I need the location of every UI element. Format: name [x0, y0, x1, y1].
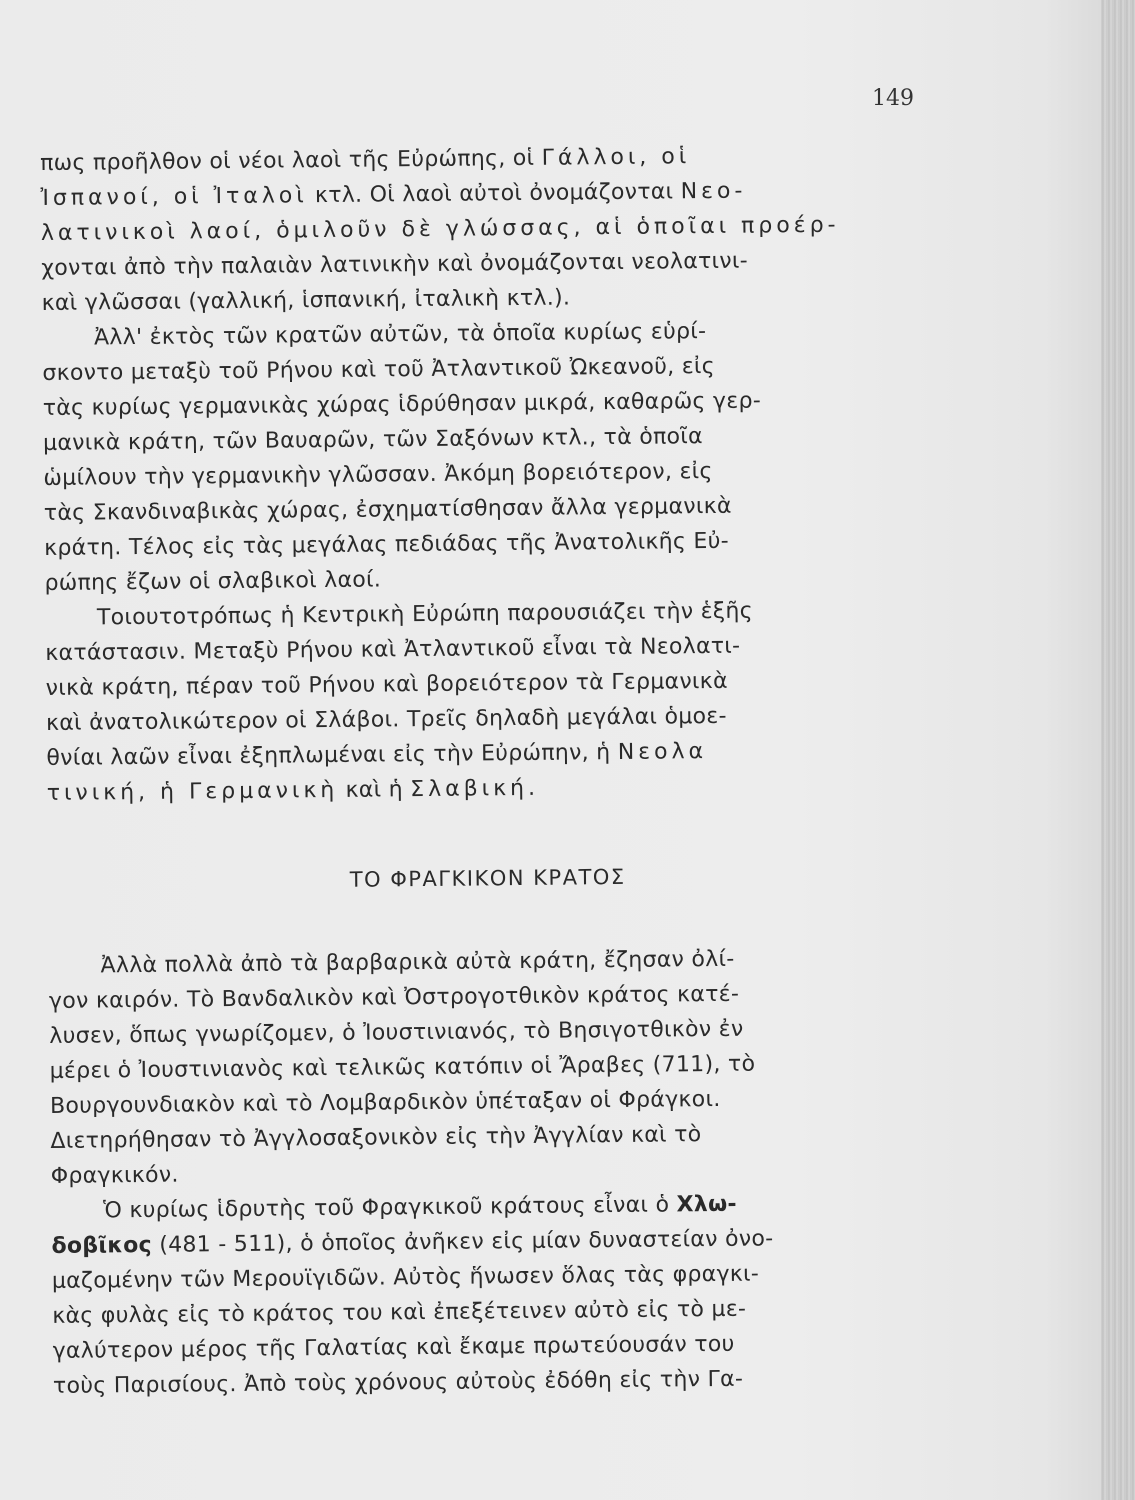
text-line: τοὺς Παρισίους. Ἀπὸ τοὺς χρόνους αὐτοὺς ἐδόθη εἰς τὴν Γα-: [52, 1366, 744, 1399]
text-span: Ὁ κυρίως ἱδρυτὴς τοῦ Φραγκικοῦ κράτους εἶναι ὁ: [103, 1192, 677, 1224]
spaced-word-italoi: Ἰταλοὶ: [213, 183, 308, 210]
text-span: πως προῆλθον οἱ νέοι λαοὶ τῆς Εὐρώπης, οἱ: [40, 145, 542, 176]
text-line: λατινικοὶ λαοί, ὁμιλοῦν δὲ γλώσσας, αἱ ὁποῖαι προέρ-: [40, 212, 840, 246]
text-line: καὶ γλῶσσαι (γαλλική, ἱσπανική, ἰταλικὴ κτλ.).: [41, 285, 571, 316]
text-line: ὡμίλουν τὴν γερμανικὴν γλῶσσαν. Ἀκόμη βορειότερον, εἰς: [43, 458, 713, 491]
spaced-word-germaniki: Γερμανικὴ: [188, 777, 339, 805]
text-line: μανικὰ κράτη, τῶν Βαυαρῶν, τῶν Σαξόνων κτλ., τὰ ὁποῖα: [42, 424, 703, 456]
text-line: χονται ἀπὸ τὴν παλαιὰν λατινικὴν καὶ ὀνομάζονται νεολατινι-: [41, 248, 749, 281]
text-line: τὰς Σκανδιναβικὰς χώρας, ἐσχηματίσθησαν ἄλλα γερμανικὰ: [43, 493, 732, 526]
text-line: Ἀλλὰ πολλὰ ἀπὸ τὰ βαρβαρικὰ αὐτὰ κράτη, ἔζησαν ὀλί-: [100, 946, 735, 979]
text-line: ρώπης ἔζων οἱ σλαβικοὶ λαοί.: [44, 567, 382, 596]
text-line: λυσεν, ὅπως γνωρίζομεν, ὁ Ἰουστινιανός, τὸ Βησιγοτθικὸν ἐν: [49, 1016, 744, 1049]
text-line: σκοντο μεταξὺ τοῦ Ρήνου καὶ τοῦ Ἀτλαντικοῦ Ὠκεανοῦ, εἰς: [42, 353, 716, 386]
text-span: καὶ ἡ: [338, 777, 411, 803]
text-line: κὰς φυλὰς εἰς τὸ κράτος του καὶ ἐπεξέτεινεν αὐτὸ εἰς τὸ με-: [52, 1296, 747, 1329]
spaced-word-neo: Νεο-: [680, 178, 747, 205]
text-span: (481 - 511), ὁ ὁποῖος ἀνῆκεν εἰς μίαν δυναστείαν ὀνο-: [151, 1226, 774, 1258]
spaced-word-tiniki: τινική, ἡ: [46, 779, 190, 806]
text-line: γαλύτερον μέρος τῆς Γαλατίας καὶ ἔκαμε πρωτεύουσάν του: [52, 1331, 735, 1364]
bold-word-chlodovikos-part2: δοβῖκος: [51, 1232, 153, 1259]
page-text: [40, 137, 933, 1404]
text-line: κράτη. Τέλος εἰς τὰς μεγάλας πεδιάδας τῆς Ἀνατολικῆς Εὐ-: [44, 528, 730, 561]
text-line: καὶ ἀνατολικώτερον οἱ Σλάβοι. Τρεῖς δηλαδὴ μεγάλαι ὁμοε-: [45, 703, 727, 736]
page-number: 149: [872, 86, 914, 111]
spaced-word-neola: Νεολα: [617, 739, 708, 765]
text-line: νικὰ κράτη, πέραν τοῦ Ρήνου καὶ βορειότερον τὰ Γερμανικὰ: [45, 668, 728, 701]
spaced-word-ispanoi: Ἰσπανοί, οἱ: [40, 184, 214, 211]
text-line: Τοιουτοτρόπως ἡ Κεντρικὴ Εὐρώπη παρουσιάζει τὴν ἑξῆς: [96, 598, 753, 631]
text-span: θνίαι λαῶν εἶναι ἐξηπλωμέναι εἰς τὴν Εὐρώπην, ἡ: [46, 739, 618, 771]
text-span: κτλ. Οἱ λαοὶ αὐτοὶ ὀνομάζονται: [307, 179, 681, 209]
section-heading: ΤΟ ΦΡΑΓΚΙΚΟΝ ΚΡΑΤΟΣ: [349, 864, 626, 892]
page-binding-edge: [1101, 0, 1135, 1500]
spaced-word-slaviki: Σλαβική.: [410, 775, 540, 803]
text-line: Βουργουνδιακὸν καὶ τὸ Λομβαρδικὸν ὑπέταξαν οἱ Φράγκοι.: [49, 1086, 721, 1119]
text-line: Ἀλλ' ἐκτὸς τῶν κρατῶν αὐτῶν, τὰ ὁποῖα κυρίως εὑρί-: [93, 319, 707, 351]
text-line: Διετηρήθησαν τὸ Ἀγγλοσαξονικὸν εἰς τὴν Ἀγγλίαν καὶ τὸ: [50, 1122, 702, 1154]
spaced-word-galloi: Γάλλοι, οἱ: [541, 144, 691, 171]
text-line: κατάστασιν. Μεταξὺ Ρήνου καὶ Ἀτλαντικοῦ εἶναι τὰ Νεολατι-: [45, 633, 741, 666]
text-line: τὰς κυρίως γερμανικὰς χώρας ἱδρύθησαν μικρά, καθαρῶς γερ-: [42, 388, 762, 421]
text-line: Φραγκικόν.: [50, 1162, 179, 1189]
text-line: μέρει ὁ Ἰουστινιανὸς καὶ τελικῶς κατόπιν οἱ Ἄραβες (711), τὸ: [49, 1051, 756, 1084]
text-line: μαζομένην τῶν Μερουϊγιδῶν. Αὐτὸς ἥνωσεν ὅλας τὰς φραγκι-: [51, 1261, 760, 1294]
text-line: γον καιρόν. Τὸ Βανδαλικὸν καὶ Ὀστρογοτθικὸν κράτος κατέ-: [48, 981, 740, 1014]
bold-word-chlodovikos-part1: Χλω-: [676, 1191, 738, 1218]
